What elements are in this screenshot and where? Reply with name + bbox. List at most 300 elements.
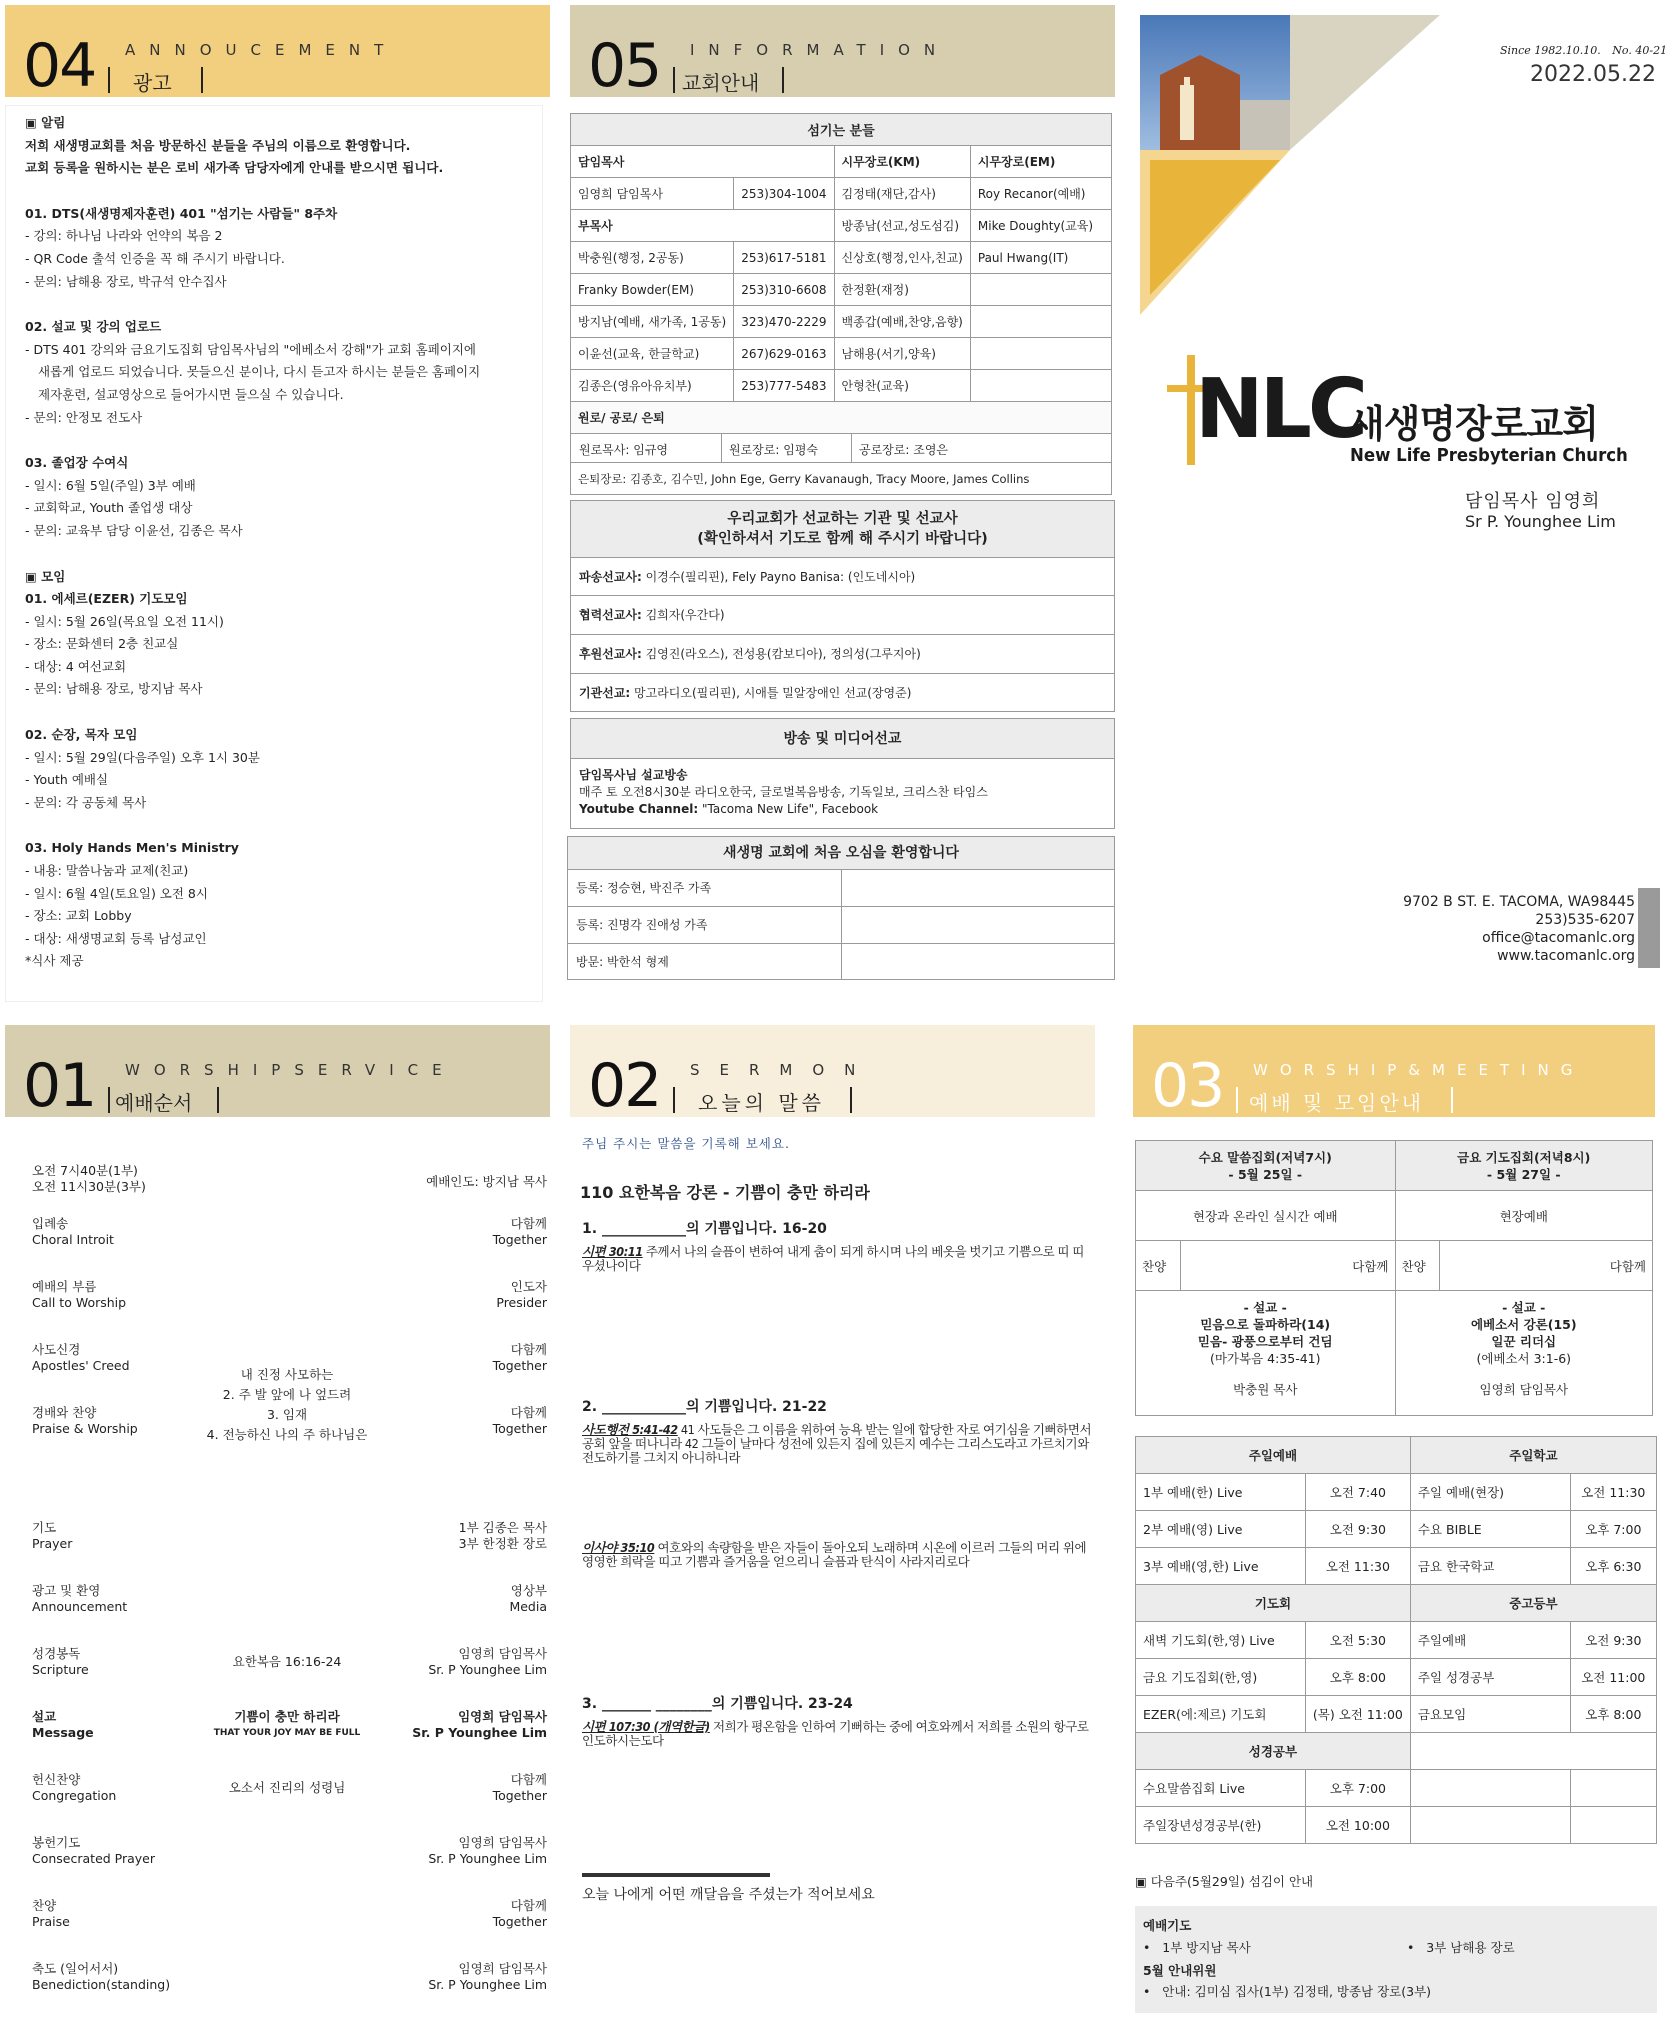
order-label [32, 1961, 170, 1993]
announcement-line: - 문의: 교육부 담당 이윤선, 김종은 목사 [25, 522, 243, 538]
order-content [162, 1709, 412, 1741]
leader-eng: Together [492, 1914, 547, 1929]
schedule-cell: 주일 성경공부 [1410, 1659, 1570, 1696]
order-label-kor: 설교 [32, 1709, 57, 1724]
order-label-eng: Praise [32, 1914, 70, 1929]
worship-leader: 예배인도: 방지남 목사 [426, 1174, 547, 1189]
schedule-cell: (목) 오전 11:00 [1305, 1696, 1410, 1733]
church-logo [1165, 355, 1665, 475]
order-label-kor: 광고 및 환영 [32, 1583, 101, 1598]
fill-in-blank[interactable]: _______ ________ [601, 1696, 712, 1712]
sermon-intro: 주님 주시는 말씀을 기록해 보세요. [582, 1136, 790, 1151]
schedule-cell [1570, 1807, 1656, 1844]
announcement-line: - 일시: 5월 26일(목요일 오전 11시) [25, 613, 224, 629]
usher-item: 안내: 김미심 집사(1부) 김정태, 방종남 장로(3부) [1162, 1984, 1432, 1999]
announcement-line: - 문의: 남해용 장로, 박규석 안수집사 [25, 273, 227, 289]
fri-sermon [1395, 1291, 1653, 1416]
schedule-cell: EZER(에:제르) 기도회 [1136, 1696, 1306, 1733]
section-kor-title: 오늘의 말씀 [698, 1091, 825, 1115]
schedule-cell: 오전 9:30 [1570, 1622, 1656, 1659]
missions-box [570, 500, 1115, 712]
schedule-row [1136, 1511, 1657, 1548]
fri-date: - 5월 27일 - [1486, 1166, 1561, 1182]
schedule-cell: 오전 5:30 [1305, 1622, 1410, 1659]
order-label-eng: Praise & Worship [32, 1421, 138, 1436]
schedule-cell: 오전 11:00 [1570, 1659, 1656, 1696]
announcement-line: 02. 설교 및 강의 업로드 [25, 319, 162, 335]
order-leader [493, 1405, 547, 1437]
table-cell: 김정태(재단,감사) [834, 178, 970, 210]
hymn-value: 다함께 [1440, 1241, 1653, 1291]
media-title: 방송 및 미디어선교 [571, 719, 1114, 759]
table-cell: 253)310-6608 [734, 274, 834, 306]
sermon-point-3 [582, 1693, 1094, 1748]
announcement-line: - QR Code 출석 인증을 꼭 해 주시기 바랍니다. [25, 250, 285, 266]
hymn-label: 찬양 [1136, 1241, 1181, 1291]
elder-name: 원로목사: 임규영 [579, 443, 669, 457]
section-eng-title: INFORMATION [690, 41, 950, 59]
schedule-cell: 금요 기도집회(한,영) [1136, 1659, 1306, 1696]
table-cell: 담임목사 [571, 146, 835, 178]
leader-kor: 영상부 [510, 1583, 547, 1598]
schedule-cell: 오후 8:00 [1305, 1659, 1410, 1696]
table-cell: Mike Doughty(교육) [970, 210, 1111, 242]
table-cell: 방종남(선교,성도섬김) [834, 210, 970, 242]
preacher: 임영희 담임목사 [1479, 1382, 1568, 1397]
fill-in-blank[interactable]: ____________ [601, 1399, 686, 1415]
announcement-line: - 장소: 교회 Lobby [25, 908, 132, 924]
sermon-title: 에베소서 강론(15) [1470, 1317, 1577, 1332]
announcement-line: 03. Holy Hands Men's Ministry [25, 840, 239, 856]
mission-value: 김희자(우간다) [641, 608, 725, 622]
announcement-line: - 대상: 새생명교회 등록 남성교인 [25, 930, 207, 946]
church-name-kor: 새생명장로교회 [1348, 402, 1598, 446]
order-leader [459, 1520, 547, 1552]
welcome-row [568, 907, 1114, 944]
order-leader [509, 1583, 547, 1615]
table-cell: 253)304-1004 [734, 178, 834, 210]
verse-text: 저희가 평온함을 인하여 기뻐하는 중에 여호와께서 저희를 소원의 항구로 인도하시는도다 [582, 1719, 1089, 1748]
mission-label: 후원선교사: [579, 647, 642, 661]
youtube-label: Youtube Channel: [579, 802, 699, 816]
order-label-kor: 성경봉독 [32, 1646, 81, 1661]
point-text: 의 기쁨입니다. 16-20 [685, 1221, 827, 1237]
mission-row [571, 558, 1114, 596]
pastor-eng: Sr P. Younghee Lim [1465, 512, 1616, 531]
wed-title: 수요 말씀집회(저녁7시) [1198, 1149, 1332, 1165]
table-cell [970, 338, 1111, 370]
table-cell: 부목사 [571, 210, 835, 242]
order-label-eng: Announcement [32, 1599, 128, 1614]
sermon-subtitle: 일꾼 리더십 [1491, 1334, 1557, 1349]
sermon-point-1 [582, 1218, 1094, 1273]
mission-row [571, 635, 1114, 674]
leader-kor: 1부 김종은 목사 [458, 1520, 547, 1535]
next-week-label: 다음주(5월29일) 섬김이 안내 [1150, 1874, 1314, 1889]
wed-sermon [1136, 1291, 1396, 1416]
cover-graphic [1140, 15, 1460, 325]
elder-name: 원로장로: 임평숙 [729, 443, 819, 457]
announcement-line: - 장소: 문화센터 2층 친교실 [25, 636, 179, 652]
email: office@tacomanlc.org [1482, 930, 1635, 946]
announcement-line: - 내용: 말씀나눔과 교제(친교) [25, 863, 189, 879]
announcement-line: 새롭게 업로드 되었습니다. 못들으신 분이나, 다시 듣고자 하시는 분들은 홈페이지 [38, 364, 481, 380]
schedule-cell: 주일장년성경공부(한) [1136, 1807, 1306, 1844]
table-cell: 신상호(행정,인사,친교) [834, 242, 970, 274]
table-cell: 323)470-2229 [734, 306, 834, 338]
church-name-eng: New Life Presbyterian Church [1350, 445, 1628, 466]
schedule-cell [1410, 1807, 1570, 1844]
announcement-line: - DTS 401 강의와 금요기도집회 담임목사님의 "에베소서 강해"가 교회 홈페이지에 [25, 341, 477, 357]
order-label-kor: 찬양 [32, 1898, 57, 1913]
sermon-label: - 설교 - [1502, 1300, 1546, 1315]
table-cell: Franky Bowder(EM) [571, 274, 734, 306]
schedule-cell [1410, 1770, 1570, 1807]
service-time: 오전 11시30분(3부) [32, 1179, 146, 1194]
schedule-header-cell: 주일학교 [1410, 1437, 1656, 1474]
fri-service-head [1395, 1141, 1653, 1191]
verse-ref: 이사야 35:10 [582, 1540, 655, 1555]
table-cell: 253)617-5181 [734, 242, 834, 274]
announcement-line: - 대상: 4 여선교회 [25, 658, 127, 674]
church-address [1340, 893, 1635, 965]
leader-eng: Sr. P Younghee Lim [428, 1851, 547, 1866]
spacer [25, 701, 545, 724]
announcement-line: - 문의: 안정모 전도사 [25, 409, 143, 425]
section-number: 03 [1151, 1051, 1224, 1121]
schedule-cell: 금요 한국학교 [1410, 1548, 1570, 1585]
leader-eng: Sr. P Younghee Lim [428, 1662, 547, 1677]
order-label-kor: 예배의 부름 [32, 1279, 97, 1294]
order-label [32, 1520, 72, 1552]
order-label [32, 1342, 130, 1374]
worship-times [32, 1163, 146, 1195]
table-cell: 안형찬(교육) [834, 370, 970, 402]
media-broadcast: 매주 토 오전8시30분 라디오한국, 글로벌복음방송, 기독일보, 크리스찬 타임스 [579, 785, 988, 799]
fill-in-blank[interactable]: ____________ [601, 1221, 686, 1237]
welcome-row [568, 870, 1114, 907]
sermon-subtitle: 믿음- 광풍으로부터 건딤 [1197, 1334, 1333, 1349]
since-line [1500, 44, 1667, 57]
leader-eng: Together [492, 1358, 547, 1373]
order-label-eng: Congregation [32, 1788, 117, 1803]
leader-kor: 다함께 [510, 1772, 547, 1787]
order-leader [428, 1835, 547, 1867]
leader-kor: 인도자 [510, 1279, 547, 1294]
table-cell: 김종은(영유아유치부) [571, 370, 734, 402]
schedule-cell: 오전 10:00 [1305, 1807, 1410, 1844]
order-leader [428, 1961, 547, 1993]
schedule-row [1136, 1696, 1657, 1733]
bulletin-date: 2022.05.22 [1530, 62, 1656, 87]
schedule-header-row [1136, 1733, 1657, 1770]
schedule-cell: 수요 BIBLE [1410, 1511, 1570, 1548]
wed-date: - 5월 25일 - [1228, 1166, 1303, 1182]
staff-table-title: 섬기는 분들 [571, 114, 1112, 146]
section-number: 01 [23, 1051, 96, 1121]
website: www.tacomanlc.org [1497, 948, 1635, 964]
since-label: Since [1500, 44, 1531, 57]
order-label-kor: 기도 [32, 1520, 57, 1535]
cross-icon [1187, 355, 1195, 465]
table-cell [970, 274, 1111, 306]
order-label [32, 1216, 114, 1248]
announcement-line: *식사 제공 [25, 953, 84, 969]
schedule-cell: 오후 7:00 [1570, 1511, 1656, 1548]
leader-eng: Together [492, 1421, 547, 1436]
announcement-line: 제자훈련, 설교영상으로 들어가시면 들으실 수 있습니다. [38, 386, 344, 402]
wed-type: 현장과 온라인 실시간 예배 [1136, 1191, 1396, 1241]
point-number: 1. [582, 1221, 598, 1237]
order-leader [496, 1279, 547, 1311]
schedule-cell: 오전 7:40 [1305, 1474, 1410, 1511]
fri-title: 금요 기도집회(저녁8시) [1457, 1149, 1591, 1165]
welcome-title: 새생명 교회에 처음 오심을 환영합니다 [568, 837, 1114, 870]
schedule-cell: 오후 7:00 [1305, 1770, 1410, 1807]
sermon-label: - 설교 - [1243, 1300, 1287, 1315]
schedule-cell: 오후 8:00 [1570, 1696, 1656, 1733]
order-content-line: 기쁨이 충만 하리라 [234, 1709, 340, 1724]
fri-type: 현장예배 [1395, 1191, 1653, 1241]
order-label-kor: 입례송 [32, 1216, 69, 1231]
section-eng-title: WORSHIPSERVICE [125, 1061, 456, 1079]
youtube-channel: "Tacoma New Life", Facebook [698, 802, 879, 816]
order-leader [493, 1216, 547, 1248]
mission-value: 망고라디오(필리핀), 시애틀 밀알장애인 선교(장영준) [630, 686, 912, 700]
order-leader [428, 1646, 547, 1678]
pastor-kor: 담임목사 임영희 [1465, 491, 1601, 512]
table-cell: 시무장로(KM) [834, 146, 970, 178]
order-label [32, 1772, 116, 1804]
verse-text: 여호와의 속량함을 받은 자들이 돌아오되 노래하며 시온에 이르러 그들의 머리 위에 영영한 희락을 띠고 기쁨과 즐거움을 얻으리니 슬픔과 탄식이 사라지리로다 [582, 1540, 1087, 1569]
order-leader [493, 1898, 547, 1930]
section-header-announcement [5, 5, 550, 101]
order-content-line: 오소서 진리의 성령님 [228, 1780, 346, 1795]
issue-number: 40-21 [1635, 44, 1668, 57]
table-cell: 박충원(행정, 2공동) [571, 242, 734, 274]
leader-kor: 임영희 담임목사 [458, 1709, 547, 1724]
preacher: 박충원 목사 [1233, 1382, 1298, 1397]
order-label-eng: Prayer [32, 1536, 73, 1551]
schedule-cell: 주일예배 [1410, 1622, 1570, 1659]
leader-eng: Media [509, 1599, 547, 1614]
divider [217, 1087, 219, 1113]
mission-value: 김영진(라오스), 전성용(캄보디아), 정의성(그루지아) [641, 647, 921, 661]
schedule-cell: 오전 11:30 [1305, 1548, 1410, 1585]
issue-label: No. [1612, 44, 1632, 57]
order-label [32, 1646, 89, 1678]
divider [1451, 1087, 1453, 1113]
table-cell [970, 306, 1111, 338]
order-label-kor: 봉헌기도 [32, 1835, 81, 1850]
media-box [570, 718, 1115, 829]
mission-label: 파송선교사: [579, 570, 642, 584]
verse-text: 주께서 나의 슬픔이 변하여 내게 춤이 되게 하시며 나의 베옷을 벗기고 기쁨으로 띠 띠우셨나이다 [582, 1244, 1085, 1273]
leader-eng: Presider [496, 1295, 547, 1310]
order-content-line: THAT YOUR JOY MAY BE FULL [213, 1728, 361, 1738]
since-date: 1982.10.10. [1534, 44, 1601, 57]
verse-ref: 시편 30:11 [582, 1244, 643, 1259]
order-label-eng: Benediction(standing) [32, 1977, 171, 1992]
mission-value: 이경수(필리핀), Fely Payno Banisa: (인도네시아) [641, 570, 916, 584]
order-label [32, 1279, 126, 1311]
order-label-kor: 축도 (일어서서) [32, 1961, 119, 1976]
sermon-scripture: (에베소서 3:1-6) [1476, 1351, 1572, 1366]
welcome-name: 등록: 진명각 진애성 가족 [576, 918, 708, 932]
schedule-row [1136, 1548, 1657, 1585]
order-label-eng: Consecrated Prayer [32, 1851, 156, 1866]
table-cell: 원로/ 공로/ 은퇴 [571, 402, 1112, 434]
logo-text: NLC [1195, 362, 1365, 457]
duty-item: 1부 방지남 목사 [1162, 1940, 1251, 1955]
schedule-header-cell: 성경공부 [1136, 1733, 1411, 1770]
table-cell: 253)777-5483 [734, 370, 834, 402]
elders-row [570, 433, 1112, 463]
announcement-line: ▣ 모임 [25, 568, 66, 584]
service-time: 오전 7시40분(1부) [32, 1163, 138, 1178]
order-label-eng: Message [32, 1725, 94, 1740]
leader-eng: 3부 한정환 장로 [458, 1536, 547, 1551]
elder-name: 공로장로: 조영은 [859, 443, 949, 457]
schedule-header-row [1136, 1585, 1657, 1622]
section-kor-title: 광고 [133, 71, 172, 95]
sermon-title: 믿음으로 돌파하라(14) [1200, 1317, 1331, 1332]
leader-kor: 다함께 [510, 1342, 547, 1357]
media-subtitle: 담임목사님 설교방송 [579, 768, 688, 782]
order-label [32, 1583, 127, 1615]
schedule-row [1136, 1807, 1657, 1844]
divider [673, 67, 675, 93]
hymn-label: 찬양 [1395, 1241, 1440, 1291]
announcement-line: - 일시: 6월 4일(토요일) 오전 8시 [25, 885, 208, 901]
table-cell: 시무장로(EM) [970, 146, 1111, 178]
schedule-header-cell: 주일예배 [1136, 1437, 1411, 1474]
section-number: 04 [23, 31, 96, 101]
section-kor-title: 교회안내 [682, 71, 760, 95]
announcement-line: 01. DTS(새생명제자훈련) 401 "섬기는 사람들" 8주차 [25, 205, 338, 221]
leader-kor: 다함께 [510, 1405, 547, 1420]
spacer [25, 293, 545, 316]
order-content [162, 1780, 412, 1796]
schedule-cell: 오전 11:30 [1570, 1474, 1656, 1511]
spacer [25, 814, 545, 837]
sermon-scripture: (마가복음 4:35-41) [1209, 1351, 1321, 1366]
announcement-line: - 문의: 각 공동체 목사 [25, 794, 147, 810]
spacer [25, 543, 545, 566]
usher-head: 5월 안내위원 [1143, 1963, 1217, 1978]
order-label-kor: 사도신경 [32, 1342, 81, 1357]
order-content-line: 4. 전능하신 나의 주 하나님은 [206, 1427, 368, 1442]
welcome-box [567, 836, 1115, 980]
order-label-eng: Scripture [32, 1662, 89, 1677]
section-eng-title: ANNOUCEMENT [125, 41, 398, 59]
point-text: 의 기쁨입니다. 21-22 [685, 1399, 827, 1415]
staff-table [570, 113, 1112, 434]
announcement-list [25, 112, 545, 973]
missions-title-line: 우리교회가 선교하는 기관 및 선교사 [727, 511, 958, 527]
announcement-line: - 강의: 하나님 나라와 언약의 복음 2 [25, 228, 223, 244]
leader-kor: 임영희 담임목사 [458, 1646, 547, 1661]
schedule-table [1135, 1436, 1657, 1844]
welcome-name: 방문: 박한석 형제 [576, 955, 669, 969]
table-cell: 267)629-0163 [734, 338, 834, 370]
sermon-closing[interactable]: 오늘 나에게 어떤 깨달음을 주셨는가 적어보세요 [582, 1887, 875, 1903]
schedule-header-cell: 중고등부 [1410, 1585, 1656, 1622]
schedule-cell: 새벽 기도회(한,영) Live [1136, 1622, 1306, 1659]
announcement-line: 교회 등록을 원하시는 분은 로비 새가족 담당자에게 안내를 받으시면 됩니다. [25, 160, 444, 176]
divider [1236, 1087, 1238, 1113]
order-content [162, 1365, 412, 1445]
order-leader [493, 1772, 547, 1804]
section-number: 05 [588, 31, 661, 101]
mission-row [571, 674, 1114, 712]
cover-triangles [1140, 15, 1460, 325]
leader-kor: 임영희 담임목사 [458, 1961, 547, 1976]
announcement-line: - 교회학교, Youth 졸업생 대상 [25, 500, 193, 516]
point-number: 2. [582, 1399, 598, 1415]
leader-eng: Together [492, 1788, 547, 1803]
order-label [32, 1709, 94, 1741]
mission-label: 기관선교: [579, 686, 631, 700]
table-cell: 방지남(예배, 새가족, 1공동) [571, 306, 734, 338]
schedule-cell: 1부 예배(한) Live [1136, 1474, 1306, 1511]
phone: 253)535-6207 [1535, 912, 1635, 928]
order-content-line: 3. 임재 [266, 1407, 308, 1422]
announcement-line: 03. 졸업장 수여식 [25, 455, 129, 471]
divider [108, 67, 110, 93]
section-header-worship [5, 1025, 550, 1121]
retired-elders-row [570, 463, 1112, 495]
duty-item: 3부 남해용 장로 [1426, 1940, 1515, 1955]
leader-eng: Sr. P Younghee Lim [428, 1977, 547, 1992]
order-content-line: 요한복음 16:16-24 [232, 1654, 342, 1669]
duty-box: 예배기도 • 1부 방지남 목사 • 3부 남해용 장로 5월 안내위원 • 안내: 김미심 집사(1부) 김정태, 방종남 장로(3부) [1135, 1906, 1657, 2013]
missions-title-line: (확인하셔서 기도로 함께 해 주시기 바랍니다) [697, 531, 988, 547]
divider [108, 1087, 110, 1113]
schedule-header-cell [1410, 1733, 1656, 1770]
order-label-eng: Call to Worship [32, 1295, 127, 1310]
divider [673, 1087, 675, 1113]
table-cell: 임영희 담임목사 [571, 178, 734, 210]
table-cell: 이윤선(교육, 한글학교) [571, 338, 734, 370]
announcement-line: 01. 에세르(EZER) 기도모임 [25, 591, 188, 607]
schedule-cell: 주일 예배(현장) [1410, 1474, 1570, 1511]
leader-kor: 다함께 [510, 1898, 547, 1913]
divider [201, 67, 203, 93]
sermon-title: 110 요한복음 강론 - 기쁨이 충만 하리라 [580, 1183, 870, 1202]
note-lines [582, 1873, 770, 1877]
mission-label: 협력선교사: [579, 608, 642, 622]
section-header-information [570, 5, 1115, 101]
schedule-row [1136, 1622, 1657, 1659]
announcement-line: 02. 순장, 목자 모임 [25, 727, 138, 743]
verse-ref: 시편 107:30 (개역한글) [582, 1719, 710, 1734]
table-cell: Roy Recanor(예배) [970, 178, 1111, 210]
announcement-line: - 일시: 5월 29일(다음주일) 오후 1시 30분 [25, 749, 260, 765]
point-number: 3. [582, 1696, 598, 1712]
gray-tab [1638, 888, 1660, 968]
section-eng-title: WORSHIP&MEETING [1253, 1061, 1585, 1079]
announcement-line: 저희 새생명교회를 처음 방문하신 분들을 주님의 이름으로 환영합니다. [25, 137, 411, 153]
order-label [32, 1898, 70, 1930]
section-header-sermon [570, 1025, 1095, 1121]
weekday-services-table [1135, 1140, 1653, 1416]
divider [850, 1087, 852, 1113]
schedule-cell [1570, 1770, 1656, 1807]
order-label-eng: Apostles' Creed [32, 1358, 130, 1373]
spacer [25, 180, 545, 203]
section-number: 02 [588, 1051, 661, 1121]
